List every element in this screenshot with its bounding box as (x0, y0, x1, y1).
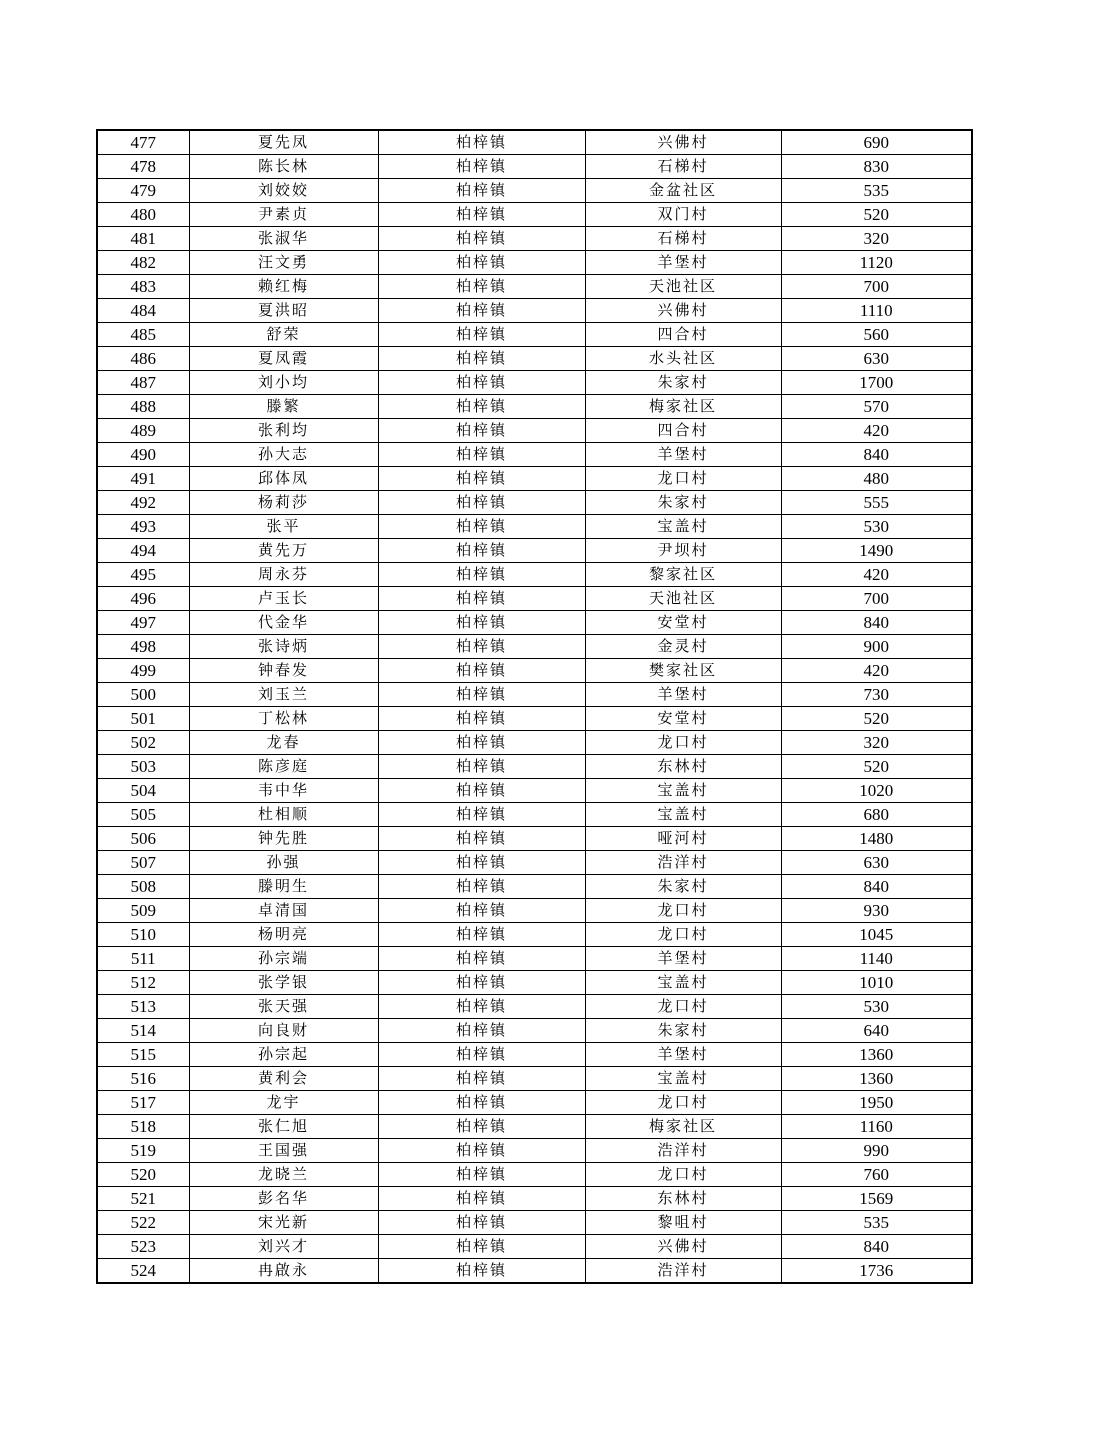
name-cell: 尹素贞 (189, 203, 378, 227)
table-row (97, 179, 972, 203)
table-row (97, 731, 972, 755)
table-row (97, 947, 972, 971)
town-cell: 柏梓镇 (378, 731, 585, 755)
town-cell: 柏梓镇 (378, 635, 585, 659)
name-cell: 汪文勇 (189, 251, 378, 275)
town-cell: 柏梓镇 (378, 323, 585, 347)
town-cell: 柏梓镇 (378, 371, 585, 395)
row-number-cell: 524 (97, 1259, 189, 1284)
table-row (97, 971, 972, 995)
row-number-cell: 478 (97, 155, 189, 179)
name-cell: 夏先凤 (189, 130, 378, 155)
village-cell: 宝盖村 (585, 515, 781, 539)
row-number-cell: 500 (97, 683, 189, 707)
amount-cell: 535 (781, 1211, 972, 1235)
village-cell: 梅家社区 (585, 395, 781, 419)
amount-cell: 420 (781, 563, 972, 587)
name-cell: 孙宗起 (189, 1043, 378, 1067)
village-cell: 石梯村 (585, 155, 781, 179)
table-row (97, 923, 972, 947)
name-cell: 彭名华 (189, 1187, 378, 1211)
amount-cell: 830 (781, 155, 972, 179)
table-row (97, 299, 972, 323)
town-cell: 柏梓镇 (378, 755, 585, 779)
town-cell: 柏梓镇 (378, 227, 585, 251)
name-cell: 舒荣 (189, 323, 378, 347)
village-cell: 金灵村 (585, 635, 781, 659)
amount-cell: 520 (781, 707, 972, 731)
amount-cell: 630 (781, 851, 972, 875)
row-number-cell: 510 (97, 923, 189, 947)
name-cell: 孙宗端 (189, 947, 378, 971)
town-cell: 柏梓镇 (378, 971, 585, 995)
table-row (97, 371, 972, 395)
town-cell: 柏梓镇 (378, 995, 585, 1019)
row-number-cell: 498 (97, 635, 189, 659)
town-cell: 柏梓镇 (378, 851, 585, 875)
village-cell: 双门村 (585, 203, 781, 227)
village-cell: 浩洋村 (585, 1139, 781, 1163)
row-number-cell: 486 (97, 347, 189, 371)
table-row (97, 563, 972, 587)
name-cell: 龙晓兰 (189, 1163, 378, 1187)
amount-cell: 1160 (781, 1115, 972, 1139)
name-cell: 刘玉兰 (189, 683, 378, 707)
name-cell: 刘兴才 (189, 1235, 378, 1259)
name-cell: 张利均 (189, 419, 378, 443)
table-row (97, 1211, 972, 1235)
row-number-cell: 520 (97, 1163, 189, 1187)
village-cell: 四合村 (585, 323, 781, 347)
name-cell: 孙大志 (189, 443, 378, 467)
table-row (97, 1019, 972, 1043)
name-cell: 韦中华 (189, 779, 378, 803)
town-cell: 柏梓镇 (378, 1187, 585, 1211)
village-cell: 朱家村 (585, 491, 781, 515)
name-cell: 钟先胜 (189, 827, 378, 851)
table-row (97, 130, 972, 155)
name-cell: 孙强 (189, 851, 378, 875)
name-cell: 刘小均 (189, 371, 378, 395)
name-cell: 滕明生 (189, 875, 378, 899)
row-number-cell: 522 (97, 1211, 189, 1235)
row-number-cell: 509 (97, 899, 189, 923)
table-row (97, 491, 972, 515)
table-row (97, 203, 972, 227)
row-number-cell: 485 (97, 323, 189, 347)
row-number-cell: 490 (97, 443, 189, 467)
town-cell: 柏梓镇 (378, 251, 585, 275)
town-cell: 柏梓镇 (378, 683, 585, 707)
table-row (97, 419, 972, 443)
town-cell: 柏梓镇 (378, 1163, 585, 1187)
town-cell: 柏梓镇 (378, 875, 585, 899)
table-row (97, 707, 972, 731)
row-number-cell: 491 (97, 467, 189, 491)
amount-cell: 1120 (781, 251, 972, 275)
table-row (97, 827, 972, 851)
village-cell: 安堂村 (585, 611, 781, 635)
village-cell: 羊堡村 (585, 947, 781, 971)
town-cell: 柏梓镇 (378, 827, 585, 851)
name-cell: 陈彦庭 (189, 755, 378, 779)
village-cell: 龙口村 (585, 923, 781, 947)
table-row (97, 755, 972, 779)
row-number-cell: 489 (97, 419, 189, 443)
amount-cell: 1360 (781, 1067, 972, 1091)
village-cell: 龙口村 (585, 731, 781, 755)
name-cell: 龙春 (189, 731, 378, 755)
town-cell: 柏梓镇 (378, 539, 585, 563)
town-cell: 柏梓镇 (378, 1019, 585, 1043)
amount-cell: 1020 (781, 779, 972, 803)
name-cell: 张淑华 (189, 227, 378, 251)
amount-cell: 840 (781, 1235, 972, 1259)
name-cell: 杨莉莎 (189, 491, 378, 515)
row-number-cell: 487 (97, 371, 189, 395)
village-cell: 龙口村 (585, 467, 781, 491)
town-cell: 柏梓镇 (378, 443, 585, 467)
table-row (97, 1187, 972, 1211)
data-table (96, 129, 973, 1284)
amount-cell: 420 (781, 659, 972, 683)
table-row (97, 347, 972, 371)
amount-cell: 555 (781, 491, 972, 515)
name-cell: 杨明亮 (189, 923, 378, 947)
amount-cell: 1736 (781, 1259, 972, 1284)
name-cell: 周永芬 (189, 563, 378, 587)
town-cell: 柏梓镇 (378, 923, 585, 947)
village-cell: 朱家村 (585, 875, 781, 899)
table-row (97, 587, 972, 611)
table-row (97, 275, 972, 299)
town-cell: 柏梓镇 (378, 130, 585, 155)
amount-cell: 1360 (781, 1043, 972, 1067)
amount-cell: 760 (781, 1163, 972, 1187)
name-cell: 龙宇 (189, 1091, 378, 1115)
row-number-cell: 502 (97, 731, 189, 755)
village-cell: 哑河村 (585, 827, 781, 851)
table-row (97, 467, 972, 491)
town-cell: 柏梓镇 (378, 563, 585, 587)
town-cell: 柏梓镇 (378, 467, 585, 491)
amount-cell: 1480 (781, 827, 972, 851)
row-number-cell: 523 (97, 1235, 189, 1259)
town-cell: 柏梓镇 (378, 203, 585, 227)
amount-cell: 320 (781, 731, 972, 755)
village-cell: 宝盖村 (585, 779, 781, 803)
table-row (97, 899, 972, 923)
amount-cell: 420 (781, 419, 972, 443)
village-cell: 羊堡村 (585, 683, 781, 707)
amount-cell: 900 (781, 635, 972, 659)
amount-cell: 840 (781, 875, 972, 899)
row-number-cell: 508 (97, 875, 189, 899)
amount-cell: 520 (781, 203, 972, 227)
town-cell: 柏梓镇 (378, 395, 585, 419)
village-cell: 兴佛村 (585, 1235, 781, 1259)
row-number-cell: 511 (97, 947, 189, 971)
amount-cell: 530 (781, 995, 972, 1019)
table-row (97, 539, 972, 563)
town-cell: 柏梓镇 (378, 899, 585, 923)
amount-cell: 1140 (781, 947, 972, 971)
name-cell: 张学银 (189, 971, 378, 995)
amount-cell: 730 (781, 683, 972, 707)
table-row (97, 395, 972, 419)
row-number-cell: 503 (97, 755, 189, 779)
table-row (97, 995, 972, 1019)
name-cell: 滕繁 (189, 395, 378, 419)
amount-cell: 320 (781, 227, 972, 251)
table-row (97, 251, 972, 275)
village-cell: 金盆社区 (585, 179, 781, 203)
town-cell: 柏梓镇 (378, 1043, 585, 1067)
town-cell: 柏梓镇 (378, 1091, 585, 1115)
amount-cell: 1010 (781, 971, 972, 995)
row-number-cell: 506 (97, 827, 189, 851)
table-row (97, 515, 972, 539)
row-number-cell: 482 (97, 251, 189, 275)
village-cell: 四合村 (585, 419, 781, 443)
amount-cell: 1490 (781, 539, 972, 563)
town-cell: 柏梓镇 (378, 1115, 585, 1139)
village-cell: 羊堡村 (585, 1043, 781, 1067)
town-cell: 柏梓镇 (378, 491, 585, 515)
row-number-cell: 484 (97, 299, 189, 323)
row-number-cell: 494 (97, 539, 189, 563)
row-number-cell: 504 (97, 779, 189, 803)
name-cell: 丁松林 (189, 707, 378, 731)
amount-cell: 700 (781, 275, 972, 299)
table-row (97, 155, 972, 179)
table-row (97, 443, 972, 467)
table-row (97, 803, 972, 827)
name-cell: 代金华 (189, 611, 378, 635)
table-row (97, 1067, 972, 1091)
table-row (97, 227, 972, 251)
amount-cell: 990 (781, 1139, 972, 1163)
amount-cell: 1045 (781, 923, 972, 947)
row-number-cell: 519 (97, 1139, 189, 1163)
village-cell: 樊家社区 (585, 659, 781, 683)
row-number-cell: 479 (97, 179, 189, 203)
town-cell: 柏梓镇 (378, 803, 585, 827)
name-cell: 赖红梅 (189, 275, 378, 299)
table-row (97, 1235, 972, 1259)
name-cell: 向良财 (189, 1019, 378, 1043)
village-cell: 羊堡村 (585, 251, 781, 275)
amount-cell: 1700 (781, 371, 972, 395)
row-number-cell: 496 (97, 587, 189, 611)
amount-cell: 530 (781, 515, 972, 539)
village-cell: 东林村 (585, 755, 781, 779)
row-number-cell: 512 (97, 971, 189, 995)
name-cell: 邱体凤 (189, 467, 378, 491)
row-number-cell: 507 (97, 851, 189, 875)
village-cell: 浩洋村 (585, 851, 781, 875)
town-cell: 柏梓镇 (378, 779, 585, 803)
row-number-cell: 477 (97, 130, 189, 155)
name-cell: 夏凤霞 (189, 347, 378, 371)
amount-cell: 700 (781, 587, 972, 611)
name-cell: 宋光新 (189, 1211, 378, 1235)
table-row (97, 1091, 972, 1115)
name-cell: 张诗炳 (189, 635, 378, 659)
name-cell: 刘姣姣 (189, 179, 378, 203)
table-row (97, 635, 972, 659)
table-row (97, 1259, 972, 1284)
town-cell: 柏梓镇 (378, 515, 585, 539)
town-cell: 柏梓镇 (378, 299, 585, 323)
village-cell: 龙口村 (585, 1163, 781, 1187)
row-number-cell: 513 (97, 995, 189, 1019)
amount-cell: 520 (781, 755, 972, 779)
amount-cell: 630 (781, 347, 972, 371)
town-cell: 柏梓镇 (378, 1235, 585, 1259)
village-cell: 黎家社区 (585, 563, 781, 587)
table-row (97, 875, 972, 899)
table-row (97, 1139, 972, 1163)
row-number-cell: 497 (97, 611, 189, 635)
row-number-cell: 521 (97, 1187, 189, 1211)
town-cell: 柏梓镇 (378, 707, 585, 731)
table-body (97, 130, 972, 1283)
name-cell: 卓清国 (189, 899, 378, 923)
table-row (97, 659, 972, 683)
village-cell: 水头社区 (585, 347, 781, 371)
amount-cell: 640 (781, 1019, 972, 1043)
name-cell: 夏洪昭 (189, 299, 378, 323)
amount-cell: 480 (781, 467, 972, 491)
table-row (97, 1043, 972, 1067)
village-cell: 梅家社区 (585, 1115, 781, 1139)
row-number-cell: 501 (97, 707, 189, 731)
name-cell: 张平 (189, 515, 378, 539)
row-number-cell: 493 (97, 515, 189, 539)
village-cell: 朱家村 (585, 1019, 781, 1043)
village-cell: 天池社区 (585, 587, 781, 611)
name-cell: 张仁旭 (189, 1115, 378, 1139)
row-number-cell: 495 (97, 563, 189, 587)
name-cell: 黄利会 (189, 1067, 378, 1091)
village-cell: 东林村 (585, 1187, 781, 1211)
town-cell: 柏梓镇 (378, 659, 585, 683)
village-cell: 尹坝村 (585, 539, 781, 563)
name-cell: 王国强 (189, 1139, 378, 1163)
table-row (97, 683, 972, 707)
village-cell: 宝盖村 (585, 1067, 781, 1091)
amount-cell: 930 (781, 899, 972, 923)
town-cell: 柏梓镇 (378, 947, 585, 971)
row-number-cell: 505 (97, 803, 189, 827)
amount-cell: 690 (781, 130, 972, 155)
village-cell: 朱家村 (585, 371, 781, 395)
village-cell: 黎咀村 (585, 1211, 781, 1235)
table-row (97, 611, 972, 635)
name-cell: 钟春发 (189, 659, 378, 683)
amount-cell: 570 (781, 395, 972, 419)
town-cell: 柏梓镇 (378, 1067, 585, 1091)
village-cell: 羊堡村 (585, 443, 781, 467)
amount-cell: 680 (781, 803, 972, 827)
table-row (97, 851, 972, 875)
village-cell: 天池社区 (585, 275, 781, 299)
table-row (97, 1115, 972, 1139)
name-cell: 陈长林 (189, 155, 378, 179)
village-cell: 兴佛村 (585, 299, 781, 323)
village-cell: 宝盖村 (585, 971, 781, 995)
village-cell: 龙口村 (585, 1091, 781, 1115)
village-cell: 龙口村 (585, 995, 781, 1019)
name-cell: 卢玉长 (189, 587, 378, 611)
town-cell: 柏梓镇 (378, 587, 585, 611)
amount-cell: 535 (781, 179, 972, 203)
town-cell: 柏梓镇 (378, 419, 585, 443)
row-number-cell: 516 (97, 1067, 189, 1091)
town-cell: 柏梓镇 (378, 1211, 585, 1235)
town-cell: 柏梓镇 (378, 179, 585, 203)
amount-cell: 1569 (781, 1187, 972, 1211)
village-cell: 浩洋村 (585, 1259, 781, 1284)
village-cell: 安堂村 (585, 707, 781, 731)
row-number-cell: 480 (97, 203, 189, 227)
row-number-cell: 488 (97, 395, 189, 419)
name-cell: 冉啟永 (189, 1259, 378, 1284)
row-number-cell: 514 (97, 1019, 189, 1043)
name-cell: 黄先万 (189, 539, 378, 563)
row-number-cell: 515 (97, 1043, 189, 1067)
amount-cell: 840 (781, 611, 972, 635)
row-number-cell: 492 (97, 491, 189, 515)
name-cell: 杜相顺 (189, 803, 378, 827)
amount-cell: 560 (781, 323, 972, 347)
town-cell: 柏梓镇 (378, 1139, 585, 1163)
table-row (97, 323, 972, 347)
village-cell: 石梯村 (585, 227, 781, 251)
row-number-cell: 481 (97, 227, 189, 251)
amount-cell: 840 (781, 443, 972, 467)
name-cell: 张天强 (189, 995, 378, 1019)
table-row (97, 1163, 972, 1187)
town-cell: 柏梓镇 (378, 611, 585, 635)
amount-cell: 1950 (781, 1091, 972, 1115)
village-cell: 龙口村 (585, 899, 781, 923)
amount-cell: 1110 (781, 299, 972, 323)
row-number-cell: 518 (97, 1115, 189, 1139)
town-cell: 柏梓镇 (378, 275, 585, 299)
row-number-cell: 483 (97, 275, 189, 299)
village-cell: 兴佛村 (585, 130, 781, 155)
village-cell: 宝盖村 (585, 803, 781, 827)
town-cell: 柏梓镇 (378, 347, 585, 371)
row-number-cell: 499 (97, 659, 189, 683)
table-row (97, 779, 972, 803)
town-cell: 柏梓镇 (378, 1259, 585, 1284)
town-cell: 柏梓镇 (378, 155, 585, 179)
row-number-cell: 517 (97, 1091, 189, 1115)
